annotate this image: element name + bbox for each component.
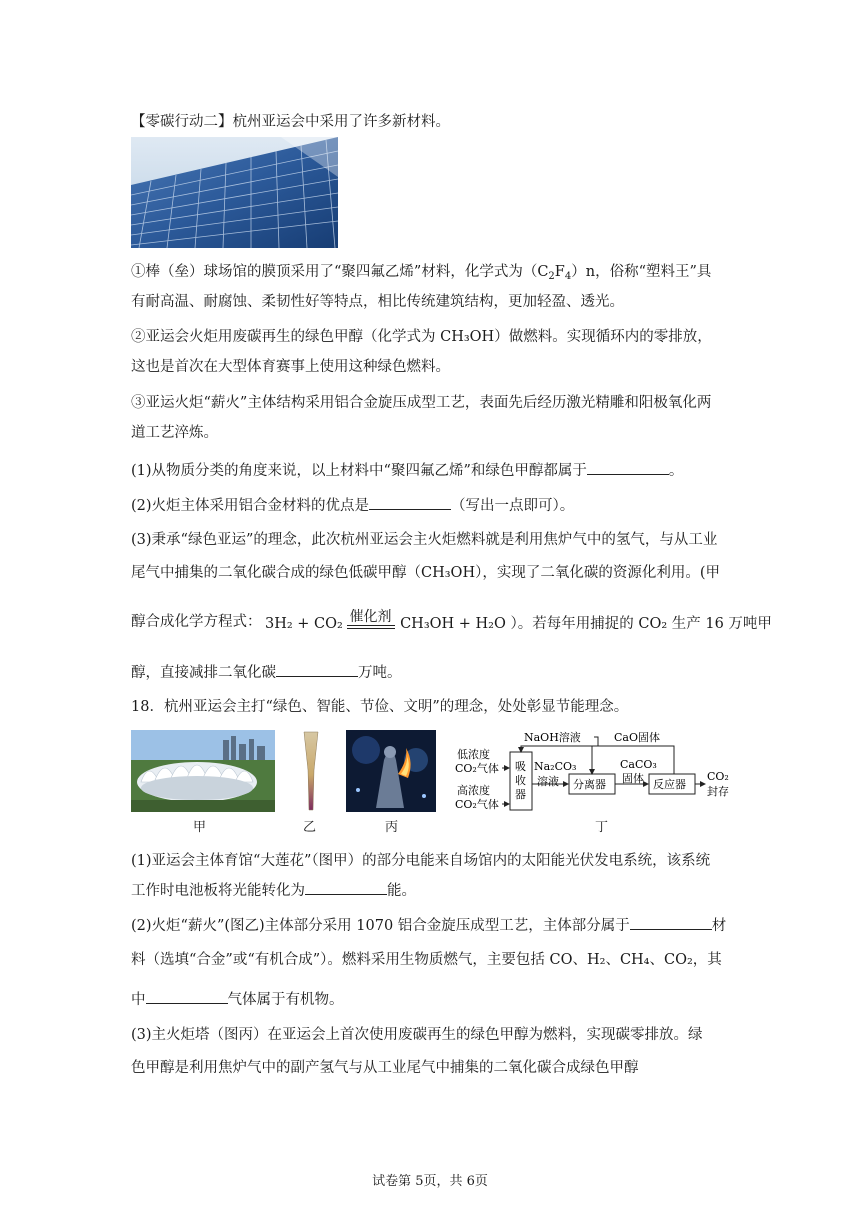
item2-line2: 这也是首次在大型体育赛事上使用这种绿色燃料。 [131, 359, 450, 375]
absorber-label-1: 吸 [515, 760, 526, 773]
question-3-line1: (3)秉承“绿色亚运”的理念，此次杭州亚运会主火炬燃料就是利用焦炉气中的氢气，与从工业 [131, 532, 718, 548]
absorber-label-2: 收 [515, 774, 526, 787]
item1-line2: 有耐高温、耐腐蚀、柔韧性好等特点，相比传统建筑结构，更加轻盈、透光。 [131, 294, 624, 310]
naoh-label: NaOH溶液 [524, 731, 581, 744]
na2co3-label: Na₂CO₃ [534, 760, 577, 773]
answer-blank[interactable] [369, 495, 451, 510]
q18-part1-line1: (1)亚运会主体育馆“大莲花”（图甲）的部分电能来自场馆内的太阳能光伏发电系统，该系统 [131, 853, 711, 869]
co2-gas-label-1: CO₂气体 [455, 762, 499, 775]
cao-label: CaO固体 [614, 731, 660, 744]
reactor-label: 反应器 [653, 778, 686, 791]
high-conc-label: 高浓度 [457, 784, 490, 797]
equation-catalyst: 催化剂 [349, 609, 392, 625]
item3-line1: ③亚运火炬“薪火”主体结构采用铝合金旋压成型工艺，表面先后经历激光精雕和阳极氧化两 [131, 395, 712, 411]
answer-blank[interactable] [630, 915, 712, 930]
item1-line1: ①棒（垒）球场馆的膜顶采用了“聚四氟乙烯”材料，化学式为$(C_2F_4)n$，俗称“塑料王”具 [131, 264, 712, 282]
caption-jia: 甲 [193, 820, 207, 835]
answer-blank[interactable] [305, 880, 387, 895]
q18-part3-line1: (3)主火炬塔（图丙）在亚运会上首次使用废碳再生的绿色甲醇为燃料，实现碳零排放。绿 [131, 1027, 703, 1043]
answer-blank[interactable] [146, 989, 228, 1004]
q18-part3-line2: 色甲醇是利用焦炉气中的副产氢气与从工业尾气中捕集的二氧化碳合成绿色甲醇 [131, 1060, 639, 1076]
caco3-label: CaCO₃ [620, 758, 657, 771]
item2-line1: ②亚运会火炬用废碳再生的绿色甲醇（化学式为 CH₃OH）做燃料。实现循环内的零排放， [131, 329, 712, 345]
question-3-line3-lead: 醇合成化学方程式： [131, 614, 262, 630]
solar-panel-image [131, 137, 338, 248]
storage-label: 封存 [707, 785, 729, 798]
solution-label: 溶液 [537, 775, 559, 788]
page-footer: 试卷第 5页，共 6页 [372, 1174, 488, 1189]
q18-part2-line2: 料（选填“合金”或“有机合成”）。燃料采用生物质燃气，主要包括 CO、H₂、CH₄、CO₂，其 [131, 952, 722, 968]
q18-part2-line3: 中 气体属于有机物。 [131, 989, 344, 1010]
question-2: (2)火炬主体采用铝合金材料的优点是 （写出一点即可）。 [131, 495, 574, 516]
question-3-line2: 尾气中捕集的二氧化碳合成的绿色低碳甲醇（CH₃OH），实现了二氧化碳的资源化利用。(甲 [131, 565, 720, 581]
item3-line2: 道工艺淬炼。 [131, 425, 218, 441]
equation-products: CH₃OH + H₂O [400, 616, 506, 632]
caption-ding: 丁 [595, 820, 609, 835]
absorber-label-3: 器 [515, 788, 526, 801]
co2-gas-label-2: CO₂气体 [455, 798, 499, 811]
caption-yi: 乙 [303, 820, 317, 835]
chemical-equation [265, 609, 772, 633]
co2-capture-diagram [452, 728, 734, 814]
torch-image [300, 730, 322, 812]
low-conc-label: 低浓度 [457, 748, 490, 761]
section-title: 【零碳行动二】杭州亚运会中采用了许多新材料。 [131, 114, 450, 130]
torch-tower-image [346, 730, 436, 812]
stadium-image [131, 730, 275, 812]
caption-bing: 丙 [385, 820, 399, 835]
co2-out-label: CO₂ [707, 770, 729, 783]
q18-part2-line1: (2)火炬“薪火”(图乙)主体部分采用 1070 铝合金旋压成型工艺，主体部分属于 材 [131, 915, 726, 936]
separator-label: 分离器 [573, 778, 606, 791]
question-18-stem: 18．杭州亚运会主打“绿色、智能、节俭、文明”的理念，处处彰显节能理念。 [131, 699, 629, 715]
answer-blank[interactable] [587, 460, 669, 475]
question-3-line3-tail: ）。若每年用捕捉的 CO₂ 生产 16 万吨甲 [510, 616, 772, 632]
solid-label: 固体 [622, 772, 644, 785]
question-1: (1)从物质分类的角度来说，以上材料中“聚四氟乙烯”和绿色甲醇都属于 。 [131, 460, 683, 481]
q18-part1-line2: 工作时电池板将光能转化为 能。 [131, 880, 416, 901]
answer-blank[interactable] [276, 662, 358, 677]
question-3-line4: 醇，直接减排二氧化碳 万吨。 [131, 662, 402, 683]
equation-reactants: 3H₂ + CO₂ [265, 616, 343, 632]
